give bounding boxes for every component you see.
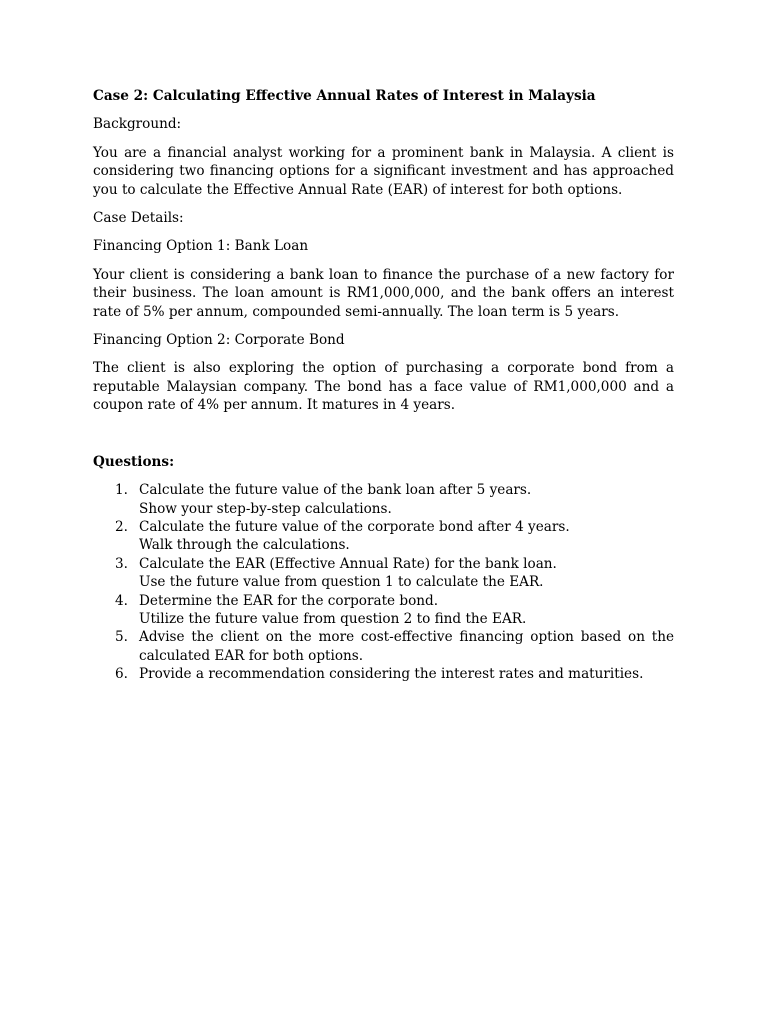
question-number: 5. xyxy=(115,629,128,646)
question-number: 6. xyxy=(115,666,128,683)
question-subtext: Show your step-by-step calculations. xyxy=(139,500,392,517)
list-item xyxy=(93,665,674,683)
list-item xyxy=(93,592,674,629)
questions-list xyxy=(93,481,674,683)
question-subtext: Utilize the future value from question 2 to find the EAR. xyxy=(139,610,527,627)
option1-text: Your client is considering a bank loan to finance the purchase of a new factory for their business. The loan amount is RM1,000,000, and the bank offers an interest rate of 5% per annum, compounded semi-annually. The loan term is 5 years. xyxy=(93,266,674,320)
option2-text: The client is also exploring the option of purchasing a corporate bond from a reputable Malaysian company. The bond has a face value of RM1,000,000 and a coupon rate of 4% per annum. It matures in 4 years. xyxy=(93,360,674,414)
list-item xyxy=(93,555,674,592)
question-number: 3. xyxy=(115,555,128,572)
question-text: Advise the client on the more cost-effective financing option based on the calculated EAR for both options. xyxy=(139,629,674,664)
case-details-label: Case Details: xyxy=(93,210,184,227)
question-text: Calculate the EAR (Effective Annual Rate) for the bank loan. xyxy=(139,555,557,572)
list-item xyxy=(93,628,674,665)
question-text: Determine the EAR for the corporate bond. xyxy=(139,592,439,609)
section-spacer xyxy=(93,425,674,453)
document-title: Case 2: Calculating Effective Annual Rates of Interest in Malaysia xyxy=(93,88,596,104)
document-page xyxy=(93,87,674,684)
question-subtext: Use the future value from question 1 to calculate the EAR. xyxy=(139,574,544,591)
option2-heading: Financing Option 2: Corporate Bond xyxy=(93,332,345,349)
question-subtext: Walk through the calculations. xyxy=(139,537,350,554)
questions-heading: Questions: xyxy=(93,453,175,470)
background-label: Background: xyxy=(93,116,182,133)
list-item xyxy=(93,481,674,518)
question-text: Calculate the future value of the bank loan after 5 years. xyxy=(139,482,532,499)
background-text: You are a financial analyst working for a prominent bank in Malaysia. A client is considering two financing options for a significant investment and has approached you to calculate the Effective Annual Rate (EAR) of interest for both options. xyxy=(93,144,674,198)
question-number: 1. xyxy=(115,482,128,499)
option1-heading: Financing Option 1: Bank Loan xyxy=(93,238,309,255)
question-number: 2. xyxy=(115,518,128,535)
question-text: Calculate the future value of the corporate bond after 4 years. xyxy=(139,518,570,535)
list-item xyxy=(93,518,674,555)
question-number: 4. xyxy=(115,592,128,609)
question-text: Provide a recommendation considering the interest rates and maturities. xyxy=(139,666,644,683)
